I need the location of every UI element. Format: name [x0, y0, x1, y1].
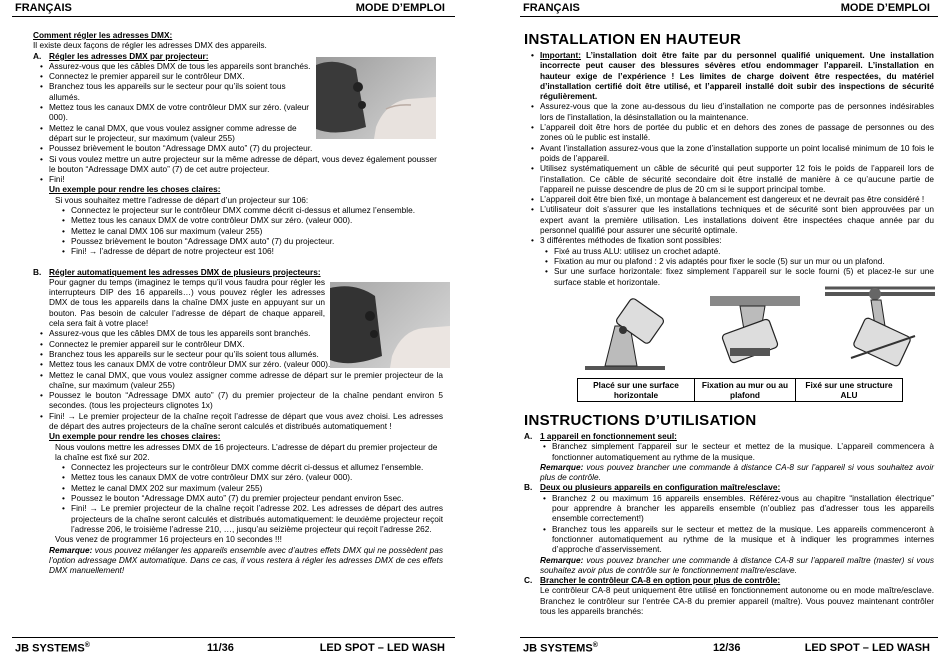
instructions-title: INSTRUCTIONS D’UTILISATION	[524, 412, 757, 429]
list-item: • Assurez-vous que la zone au-dessous du lieu d’installation ne comporte pas de personnes indésirables lors de l’installation, la désinstallation ou la maintenance.	[540, 101, 934, 122]
footer-product: LED SPOT – LED WASH	[319, 642, 445, 654]
instr-c-label: C.	[524, 575, 533, 586]
instr-b-label: B.	[524, 482, 533, 493]
footer-reg: ®	[84, 642, 90, 649]
footer-page-number: 12/36	[713, 642, 741, 654]
list-item: • Fixation au mur ou plafond : 2 vis adaptés pour fixer le socle (5) sur un mur ou un plafond.	[554, 256, 934, 266]
section-a-list	[33, 61, 317, 143]
list-item: • Mettez tous les canaux DMX de votre contrôleur DMX sur zéro. (valeur 000).	[71, 472, 443, 482]
instr-b-remark	[524, 555, 934, 576]
wall-mount-figure	[710, 296, 800, 364]
list-item: • Utilisez systématiquement un câble de sécurité qui peut supporter 12 fois le poids de l’appareil lors de l’installation. Ce câble de sécurité secondaire doit être installé de manière à ce qu’aucune partie de l’appareil ne puisse descendre de plus de 20 cm si le support principal tombe.	[540, 163, 934, 194]
list-item: • Mettez tous les canaux DMX de votre contrôleur DMX sur zéro. (valeur 000).	[71, 215, 443, 225]
caption-surface: Placé sur une surface horizontale	[577, 378, 695, 402]
remark-label: Remarque:	[49, 544, 93, 555]
list-item: • Mettez le canal DMX 202 sur maximum (valeur 255)	[71, 483, 443, 493]
list-item: • Fini! → Le premier projecteur de la chaîne reçoit l’adresse de départ que vous avez choisi. Les adresses de départ des autres projecteurs de la chaîne seront calculés et distribués automatiquement !	[49, 411, 443, 432]
list-item: • Branchez 2 ou maximum 16 appareils ensembles. Référez-vous au chapitre “installation électrique” pour apprendre à brancher les appareils ensemble (n’oubliez pas d’adresser tous les appareils ensemble correctement!)	[552, 493, 934, 524]
list-item: • Mettez le canal DMX, que vous voulez assigner comme adresse de départ sur le premier projecteur de la chaîne, sur maximum (valeur 255)	[49, 370, 443, 391]
mounting-illustrations	[575, 286, 935, 378]
list-item: • Fini! → Le premier projecteur de la chaîne reçoit l’adresse 202. Les adresses de départ des autres projecteurs de la chaîne seront calculés et distribués automatiquement: le deuxième projecteur reçoit l’adresse 206, le troisième l’adresse 210, …, jusqu’au seizième projecteur qui reçoit l’adresse 262.	[71, 503, 443, 534]
section-b-intro: Pour gagner du temps (imaginez le temps qu’il vous faudra pour régler les interrupteurs DIP des 16 appareils…) vous pouvez régler les adresses DMX de tous les appareils dans la chaîne DMX juste en appuyant sur un bouton. Pas besoin de calculer l’adresse de départ de chaque appareil, cela sera fait à votre place!	[49, 276, 325, 329]
list-item: • Assurez-vous que les câbles DMX de tous les appareils sont branchés.	[49, 61, 317, 71]
remark-label: Remarque:	[540, 461, 584, 472]
instr-a-list	[524, 441, 934, 462]
footer-brand-text: JB SYSTEMS	[523, 642, 593, 655]
list-item: • Connectez le premier appareil sur le contrôleur DMX.	[49, 71, 317, 81]
footer-page-number: 11/36	[207, 642, 234, 654]
example-b-outro: Vous venez de programmer 16 projecteurs en 10 secondes !!!	[55, 534, 282, 545]
caption-truss: Fixé sur une structure ALU	[795, 378, 903, 402]
remark-text: vous pouvez mélanger les appareils ensemble avec d’autres effets DMX qui ne possèdent pas l’option adressage DMX automatique. Dans ce cas, il vous restera à régler les adresses DMX de ces effets DMX manuellement!	[49, 544, 443, 576]
important-label: Important:	[540, 50, 582, 60]
dmx-title: Comment régler les adresses DMX:	[33, 30, 173, 40]
list-item: • Branchez simplement l’appareil sur le secteur et mettez de la musique. L’appareil commencera à fonctionner automatiquement au rythme de la musique.	[552, 441, 934, 462]
important-text: L’installation doit être faite par du personnel qualifié uniquement. Une installation incorrecte peut causer des blessures sévères et/ou endommager l’appareil. L’installation en hauteur exige de l’expérience ! Les limites de charge doivent être respectées, du matériel d’installation certifié doit être utilisé, et l’appareil installé doit subir des inspections de sécurité régulièrement.	[540, 50, 934, 102]
list-item: • Mettez tous les canaux DMX de votre contrôleur DMX sur zéro. (valeur 000).	[49, 359, 443, 369]
header-language: FRANÇAIS	[523, 2, 580, 14]
truss-mount-figure	[825, 288, 935, 367]
list-item: • Fixé au truss ALU: utilisez un crochet adapté.	[554, 246, 934, 256]
important-item	[540, 50, 934, 101]
example-b-title: Un exemple pour rendre les choses claires:	[49, 431, 221, 442]
remark	[49, 545, 443, 576]
list-item: • Poussez le bouton “Adressage DMX auto” (7) du premier projecteur pendant environ 5sec.	[71, 493, 443, 503]
list-item: • Connectez le premier appareil sur le contrôleur DMX.	[49, 339, 327, 349]
list-item: • Connectez les projecteurs sur le contrôleur DMX comme décrit ci-dessus et allumez l’ensemble.	[71, 462, 443, 472]
instr-c-title: Brancher le contrôleur CA-8 en option pour plus de contrôle:	[540, 575, 781, 586]
instr-a-remark	[524, 462, 934, 483]
instr-a-heading	[524, 431, 934, 441]
list-item: • Branchez tous les appareils sur le secteur pour qu’ils soient tous allumés.	[49, 81, 317, 102]
footer-brand	[523, 642, 598, 655]
dmx-intro: Il existe deux façons de régler les adresses DMX des appareils.	[33, 40, 267, 51]
section-a-heading	[33, 51, 443, 61]
list-item: • L’appareil doit être bien fixé, un montage à balancement est dangereux et ne devrait pas être considéré !	[540, 194, 934, 204]
section-a-label: A.	[33, 50, 42, 61]
footer-product: LED SPOT – LED WASH	[804, 642, 930, 654]
footer-rule	[520, 637, 938, 638]
list-item: • Branchez tous les appareils sur le secteur et mettez de la musique. Les appareils commenceront à fonctionner automatiquement au rythme de la musique et à indiquer les programmes internes d’approche d’asservissement.	[552, 524, 934, 555]
right-page	[475, 0, 950, 654]
example-b-list	[49, 462, 443, 534]
list-item: • Poussez le bouton “Adressage DMX auto” (7) du premier projecteur de la chaîne pendant environ 5 secondes. (tous les projecteurs clignotes 1x)	[49, 390, 443, 411]
example-b-intro: Nous voulons mettre les adresses DMX de 16 projecteurs. L’adresse de départ du premier projecteur de la chaîne est fixé sur 202.	[55, 441, 438, 462]
header-language: FRANÇAIS	[15, 2, 72, 14]
header-rule	[520, 16, 938, 17]
surface-mount-figure	[585, 297, 665, 370]
install-list	[524, 50, 934, 246]
remark-text: vous pouvez brancher une commande à distance CA-8 sur l’appareil si vous souhaitez avoir plus de contrôle.	[540, 461, 934, 483]
section-b-title: Régler automatiquement les adresses DMX de plusieurs projecteurs:	[49, 266, 321, 277]
footer-brand	[15, 642, 90, 655]
remark-label: Remarque:	[540, 554, 584, 565]
list-item: • Poussez brièvement le bouton “Adressage DMX auto” (7) du projecteur.	[49, 143, 443, 153]
instr-a-title: 1 appareil en fonctionnement seul:	[540, 431, 677, 441]
list-item: • Sur une surface horizontale: fixez simplement l’appareil sur le socle fourni (5) et placez-le sur une surface stable et horizontale.	[554, 266, 934, 287]
list-item: • 3 différentes méthodes de fixation sont possibles:	[540, 235, 934, 245]
section-b-list	[33, 328, 327, 359]
example-a-list	[49, 205, 443, 256]
header-title: MODE D’EMPLOI	[355, 2, 445, 14]
left-content	[33, 30, 443, 575]
instr-c-text: Le contrôleur CA-8 peut uniquement être utilisé en fonctionnement autonome ou en mode maître/esclave. Branchez le contrôleur sur l’entrée CA-8 du premier appareil (maître). Vous pouvez maintenant contrôler tous les appareils branchés:	[540, 585, 934, 617]
header-title: MODE D’EMPLOI	[840, 2, 930, 14]
list-item: • Connectez le projecteur sur le contrôleur DMX comme décrit ci-dessus et allumez l’ensemble.	[71, 205, 443, 215]
instr-a-label: A.	[524, 431, 533, 441]
instr-b-heading	[524, 482, 934, 492]
instructions-content	[524, 431, 934, 616]
section-b-list-cont	[33, 359, 443, 431]
header-rule	[12, 16, 455, 17]
caption-wall: Fixation au mur ou au plafond	[694, 378, 796, 402]
section-a-list-cont	[33, 143, 443, 184]
section-b-heading	[33, 267, 443, 277]
list-item: • Mettez tous les canaux DMX de votre contrôleur DMX sur zéro. (valeur 000).	[49, 102, 317, 123]
install-title: INSTALLATION EN HAUTEUR	[524, 31, 742, 48]
list-item: • L’utilisateur doit s’assurer que les installations techniques et de sécurité sont bien approuvées par un expert avant la première utilisation. Les installations doivent être inspectées chaque année par du personnel qualifié pour assurer une sécurité optimale.	[540, 204, 934, 235]
list-item: • Mettez le canal DMX, que vous voulez assigner comme adresse de départ sur le projecteur, sur maximum (valeur 255)	[49, 123, 317, 144]
list-item: • Assurez-vous que les câbles DMX de tous les appareils sont branchés.	[49, 328, 327, 338]
list-item: • Avant l’installation assurez-vous que la zone d’installation supporte un point localisé minimum de 10 fois le poids de l’appareil.	[540, 143, 934, 164]
install-content	[524, 50, 934, 287]
instr-b-title: Deux ou plusieurs appareils en configuration maître/esclave:	[540, 482, 781, 493]
list-item: • Branchez tous les appareils sur le secteur pour qu’ils soient tous allumés.	[49, 349, 327, 359]
left-page	[0, 0, 475, 654]
example-a-title: Un exemple pour rendre les choses claires:	[49, 184, 221, 195]
section-b-label: B.	[33, 266, 42, 277]
section-a-title: Régler les adresses DMX par projecteur:	[49, 50, 209, 61]
example-a-intro: Si vous souhaitez mettre l’adresse de départ d’un projecteur sur 106:	[55, 194, 309, 205]
fixation-list	[524, 246, 934, 287]
list-item: • Mettez le canal DMX 106 sur maximum (valeur 255)	[71, 226, 443, 236]
footer-reg: ®	[592, 642, 598, 649]
list-item: • L’appareil doit être hors de portée du public et en dehors des zones de passage de personnes ou des zones où le public est installé.	[540, 122, 934, 143]
list-item: • Fini! → l’adresse de départ de notre projecteur est 106!	[71, 246, 443, 256]
footer-brand-text: JB SYSTEMS	[15, 642, 85, 655]
list-item: • Fini!	[49, 174, 443, 184]
instr-c-heading	[524, 575, 934, 585]
list-item: • Poussez brièvement le bouton “Adressage DMX auto” (7) du projecteur.	[71, 236, 443, 246]
remark-text: vous pouvez brancher une commande à distance CA-8 sur l’appareil maître (master) si vous souhaitez avoir plus de contrôle sur le fonctionnement maître/esclave.	[540, 554, 934, 575]
footer-rule	[12, 637, 455, 638]
instr-b-list	[524, 493, 934, 555]
list-item: • Si vous voulez mettre un autre projecteur sur la même adresse de départ, vous devez également pousser le bouton “Adressage DMX auto” (7) de cet autre projecteur.	[49, 154, 443, 175]
